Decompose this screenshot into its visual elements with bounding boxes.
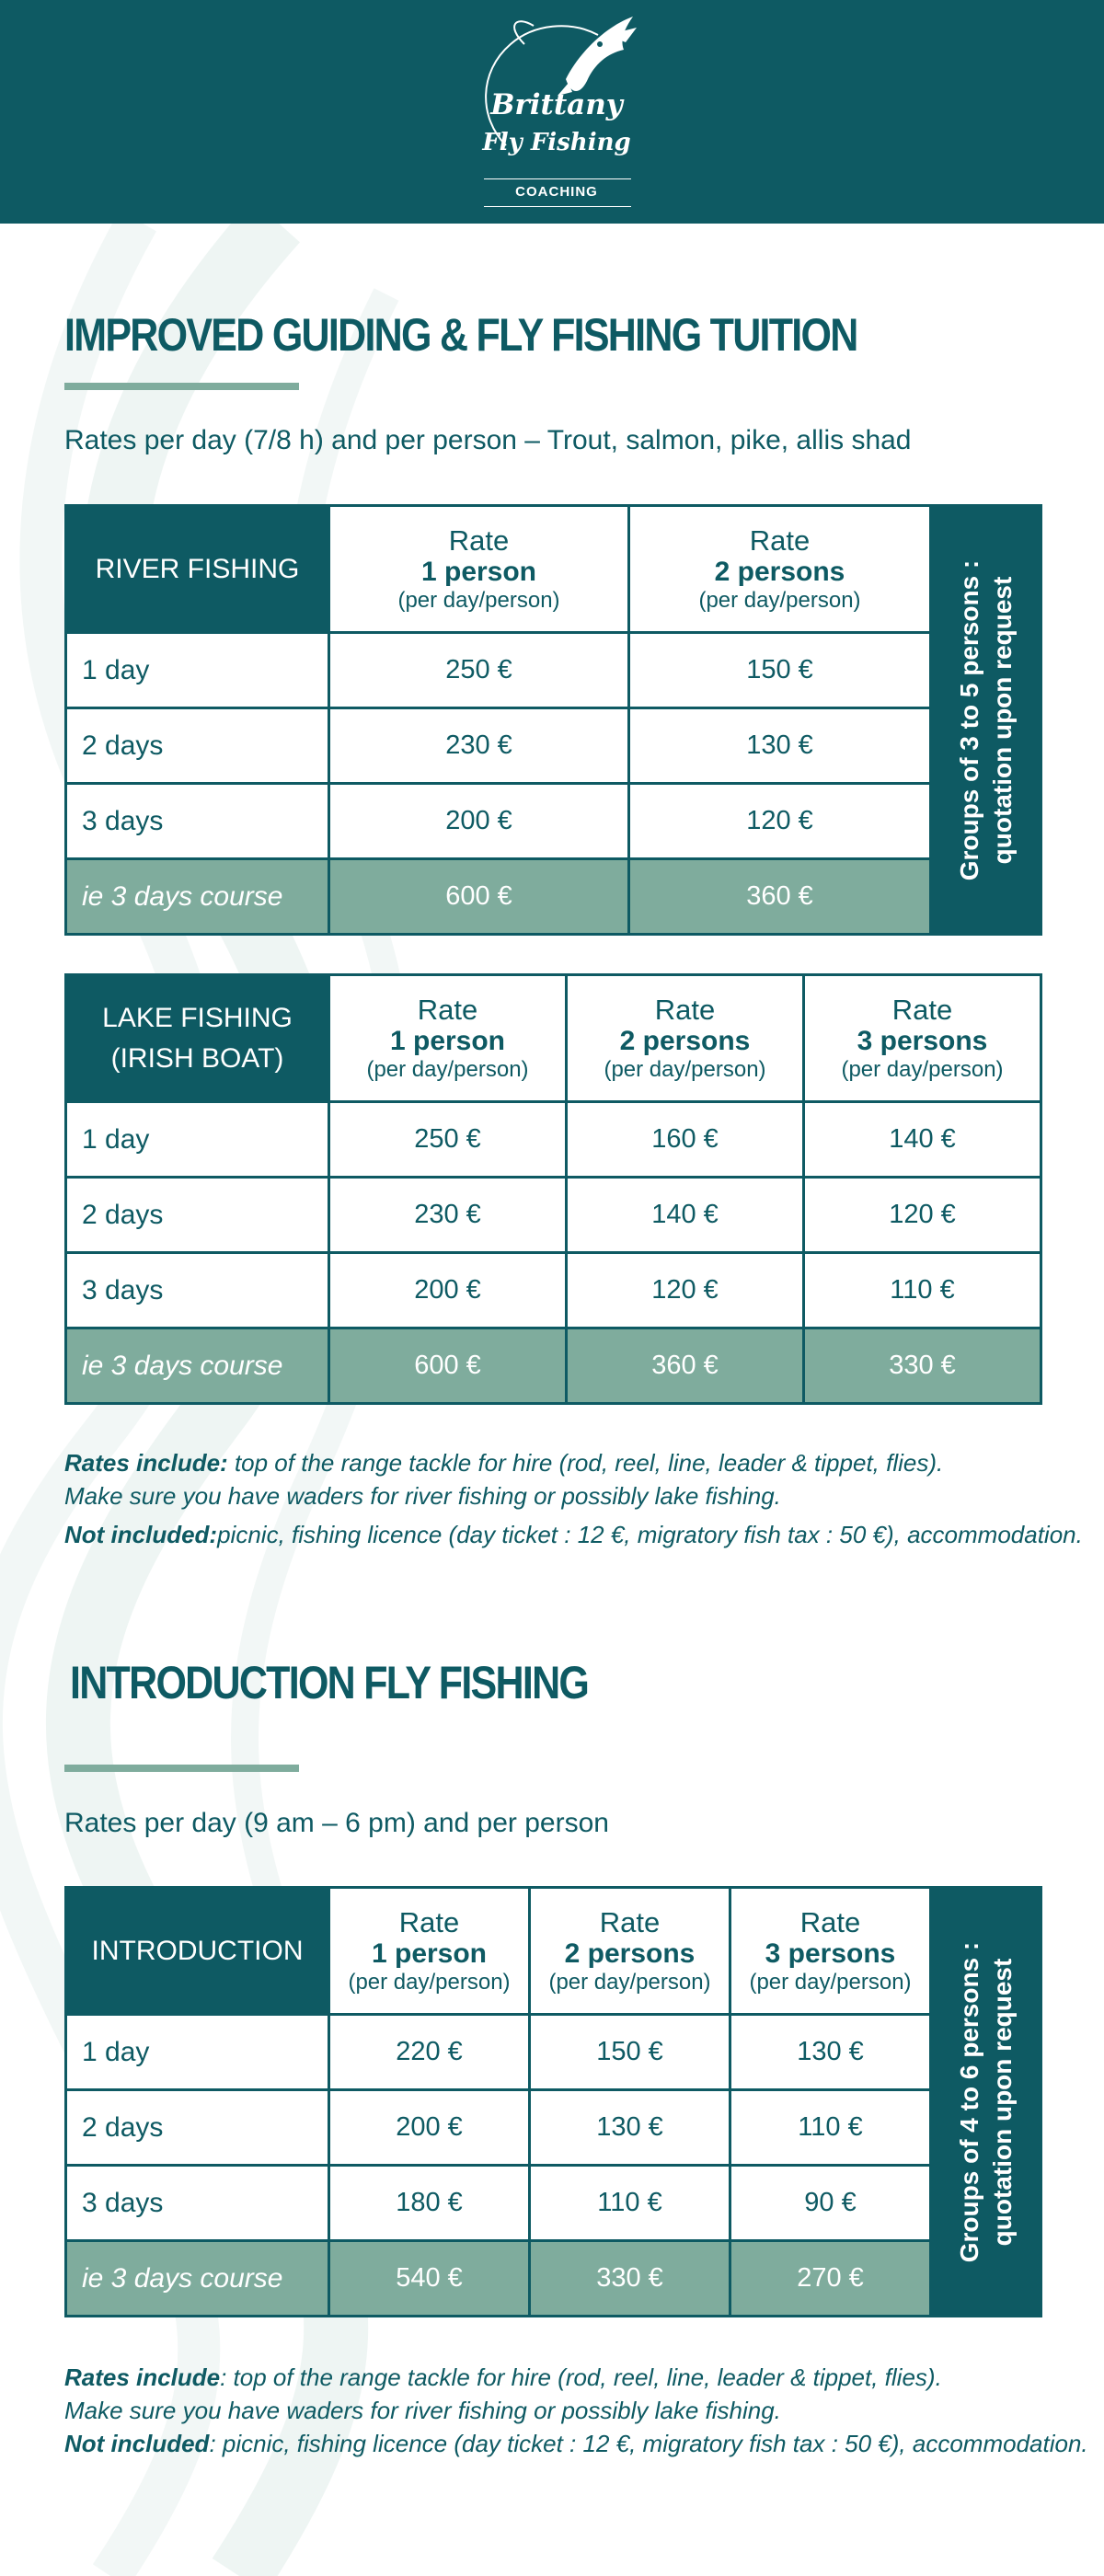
guiding-notes: [64, 1446, 1083, 1551]
price-cell: 230 €: [329, 708, 629, 784]
rate-header-1-person: Rate 1 person (per day/person): [329, 1888, 530, 2015]
section-title-guiding: IMPROVED GUIDING & FLY FISHING TUITION: [64, 309, 857, 361]
price-cell: 330 €: [530, 2241, 730, 2317]
table-row: [66, 784, 1041, 859]
table-row: [66, 2166, 1041, 2241]
rates-include-label: Rates include:: [64, 1449, 228, 1477]
title-underline: [64, 383, 299, 390]
guiding-subtitle: Rates per day (7/8 h) and per person – Trout, salmon, pike, allis shad: [64, 425, 912, 455]
table-row: [66, 1102, 1041, 1178]
waders-note: Make sure you have waders for river fishing or possibly lake fishing.: [64, 1482, 781, 1510]
row-label: 2 days: [66, 2090, 329, 2166]
row-label: 1 day: [66, 1102, 329, 1178]
group-note-line1: Groups of 4 to 6 persons :: [954, 1941, 983, 2262]
price-cell: 150 €: [530, 2015, 730, 2090]
price-cell: 360 €: [629, 859, 931, 935]
group-note-line1: Groups of 3 to 5 persons :: [954, 559, 983, 880]
not-included-line: [64, 2427, 1088, 2460]
table-header-row: [66, 1888, 1041, 2015]
rates-include-label: Rates include: [64, 2363, 221, 2391]
group-note-line2: quotation upon request: [987, 1958, 1017, 2246]
table-row: [66, 1178, 1041, 1253]
section-title-introduction: INTRODUCTION FLY FISHING: [70, 1657, 589, 1708]
not-included-text: picnic, fishing licence (day ticket : 12 €, migratory fish tax : 50 €), accommodation.: [217, 1521, 1083, 1548]
price-cell: 360 €: [567, 1328, 804, 1404]
price-cell: 130 €: [629, 708, 931, 784]
price-cell: 270 €: [730, 2241, 931, 2317]
group-quote-note: [931, 506, 1041, 935]
price-cell: 220 €: [329, 2015, 530, 2090]
course-total-row: [66, 859, 1041, 935]
price-cell: 140 €: [567, 1178, 804, 1253]
price-cell: 120 €: [629, 784, 931, 859]
table-title-line1: LAKE FISHING: [102, 1002, 293, 1033]
rate-header-2-persons: Rate 2 persons (per day/person): [629, 506, 931, 633]
row-label: 1 day: [66, 2015, 329, 2090]
price-cell: 180 €: [329, 2166, 530, 2241]
table-row: [66, 1253, 1041, 1328]
table-row: [66, 2090, 1041, 2166]
price-cell: 250 €: [329, 1102, 567, 1178]
waders-note: Make sure you have waders for river fishing or possibly lake fishing.: [64, 2397, 781, 2424]
rate-header-1-person: Rate 1 person (per day/person): [329, 506, 629, 633]
row-label: 3 days: [66, 2166, 329, 2241]
table-title: [66, 975, 329, 1102]
rates-include-line: [64, 1446, 1058, 1479]
table-row: [66, 708, 1041, 784]
row-label: 3 days: [66, 1253, 329, 1328]
title-underline: [64, 1765, 299, 1772]
price-cell: 120 €: [804, 1178, 1041, 1253]
price-cell: 600 €: [329, 1328, 567, 1404]
price-cell: 540 €: [329, 2241, 530, 2317]
price-cell: 600 €: [329, 859, 629, 935]
price-cell: 200 €: [329, 1253, 567, 1328]
row-label: 3 days: [66, 784, 329, 859]
course-total-row: [66, 2241, 1041, 2317]
row-label: ie 3 days course: [66, 1328, 329, 1404]
price-cell: 230 €: [329, 1178, 567, 1253]
row-label: 2 days: [66, 1178, 329, 1253]
river-fishing-rates-table: [64, 504, 1042, 936]
brand-tagline: COACHING: [515, 184, 598, 200]
not-included-line: [64, 1518, 1083, 1551]
rate-header-2-persons: Rate 2 persons (per day/person): [567, 975, 804, 1102]
price-cell: 250 €: [329, 633, 629, 708]
price-cell: 120 €: [567, 1253, 804, 1328]
brand-name-line1: Brittany: [490, 88, 623, 121]
price-cell: 150 €: [629, 633, 931, 708]
table-row: [66, 633, 1041, 708]
introduction-rates-table: [64, 1886, 1042, 2317]
price-cell: 200 €: [329, 784, 629, 859]
rates-include-text: top of the range tackle for hire (rod, reel, line, leader & tippet, flies).: [227, 1449, 944, 1477]
price-cell: 110 €: [730, 2090, 931, 2166]
not-included-label: Not included: [64, 2430, 210, 2457]
course-total-row: [66, 1328, 1041, 1404]
introduction-notes: [64, 2361, 1088, 2460]
price-cell: 200 €: [329, 2090, 530, 2166]
rates-include-line: [64, 2361, 1058, 2394]
rates-include-text: : top of the range tackle for hire (rod, reel, line, leader & tippet, flies).: [220, 2363, 942, 2391]
rate-header-2-persons: Rate 2 persons (per day/person): [530, 1888, 730, 2015]
table-row: [66, 2015, 1041, 2090]
group-note-line2: quotation upon request: [987, 576, 1017, 864]
price-cell: 160 €: [567, 1102, 804, 1178]
not-included-text: : picnic, fishing licence (day ticket : 12 €, migratory fish tax : 50 €), accommodation.: [209, 2430, 1088, 2457]
table-title: INTRODUCTION: [66, 1888, 329, 2015]
price-cell: 110 €: [804, 1253, 1041, 1328]
price-cell: 330 €: [804, 1328, 1041, 1404]
price-cell: 130 €: [530, 2090, 730, 2166]
row-label: 1 day: [66, 633, 329, 708]
table-title: RIVER FISHING: [66, 506, 329, 633]
lake-fishing-rates-table: [64, 973, 1042, 1405]
price-cell: 110 €: [530, 2166, 730, 2241]
row-label: 2 days: [66, 708, 329, 784]
table-title-line2: (IRISH BOAT): [110, 1042, 284, 1074]
table-header-row: [66, 506, 1041, 633]
price-cell: 140 €: [804, 1102, 1041, 1178]
table-header-row: [66, 975, 1041, 1102]
rate-header-1-person: Rate 1 person (per day/person): [329, 975, 567, 1102]
price-cell: 130 €: [730, 2015, 931, 2090]
rate-header-3-persons: Rate 3 persons (per day/person): [730, 1888, 931, 2015]
introduction-subtitle: Rates per day (9 am – 6 pm) and per person: [64, 1808, 609, 1838]
row-label: ie 3 days course: [66, 2241, 329, 2317]
rate-header-3-persons: Rate 3 persons (per day/person): [804, 975, 1041, 1102]
price-cell: 90 €: [730, 2166, 931, 2241]
not-included-label: Not included:: [64, 1521, 218, 1548]
group-quote-note: [931, 1888, 1041, 2317]
brand-name-line2: Fly Fishing: [482, 129, 631, 156]
row-label: ie 3 days course: [66, 859, 329, 935]
